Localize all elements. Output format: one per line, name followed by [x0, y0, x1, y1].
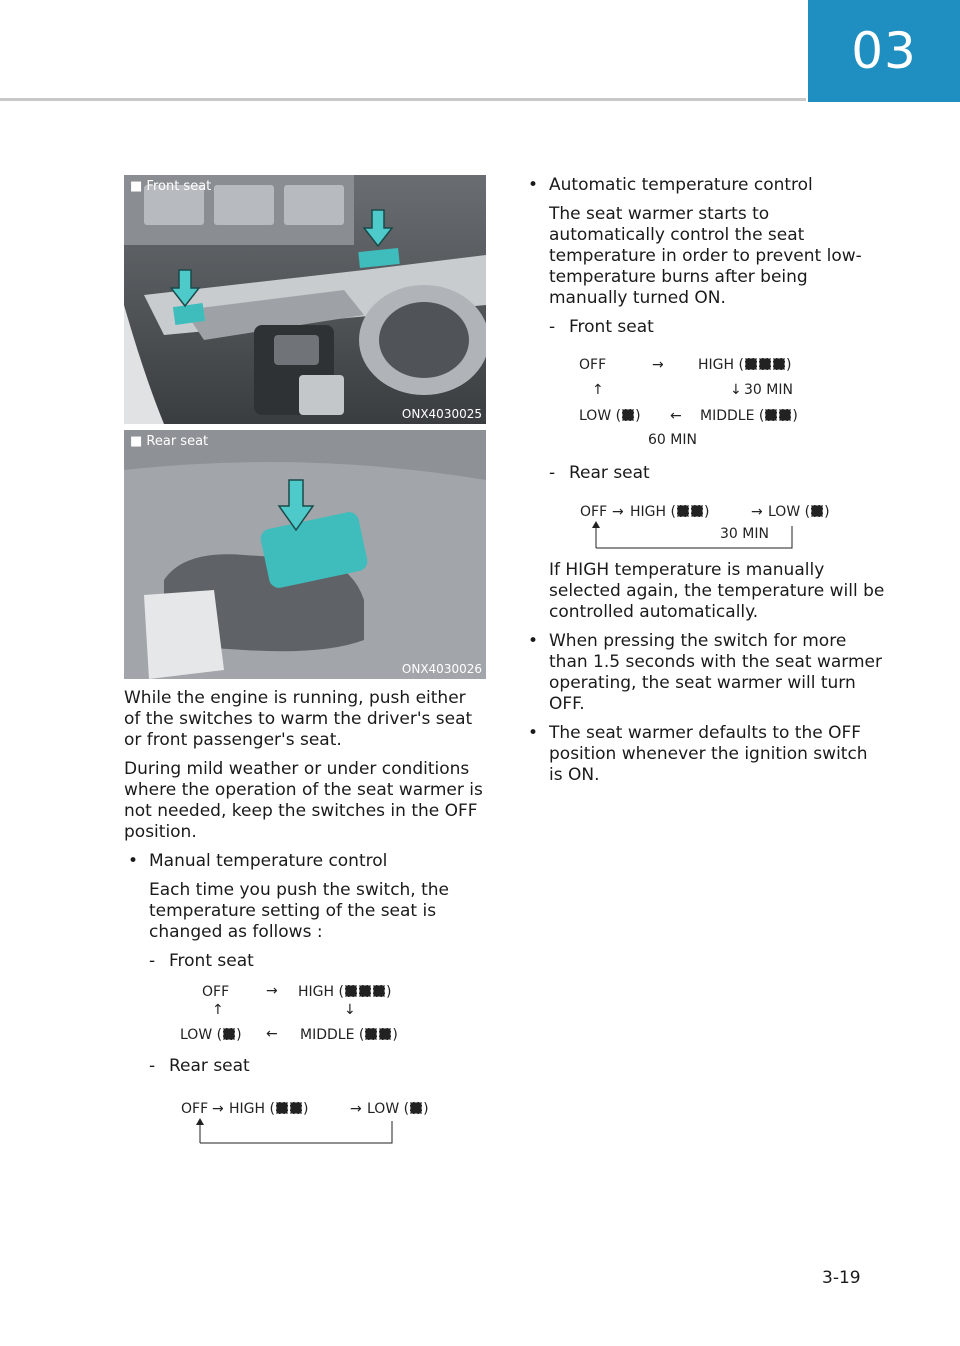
arrow-left-icon: ← — [266, 1026, 278, 1042]
heat-level-icon — [373, 985, 385, 997]
rear-seat-figure — [124, 430, 486, 679]
diag-rear-low: LOW ( ) — [768, 504, 830, 520]
diag-off: OFF — [202, 984, 230, 1000]
heat-level-icon — [779, 409, 791, 421]
diag-high: HIGH ( ) — [298, 984, 392, 1000]
bullet-manual: • Manual temperature control — [124, 851, 486, 872]
diag-rear-high: HIGH ( ) — [630, 504, 710, 520]
left-column-rear — [124, 1056, 486, 1085]
arrow-right-icon: → — [612, 504, 624, 520]
auto-rear-seat-label: - Rear seat — [524, 463, 886, 484]
diag-rear-high: HIGH ( ) — [229, 1101, 309, 1117]
diag-rear-low: LOW ( ) — [367, 1101, 429, 1117]
right-column-rear — [524, 463, 886, 492]
arrow-up-icon: ↑ — [592, 382, 604, 398]
diag-30min: 30 MIN — [744, 382, 793, 398]
diag-60min: 60 MIN — [648, 432, 697, 448]
heat-level-icon — [276, 1102, 288, 1114]
front-seat-figure — [124, 175, 486, 424]
return-loop-line — [588, 520, 798, 550]
front-seat-illustration — [124, 175, 486, 424]
diag-middle: MIDDLE ( ) — [700, 408, 798, 424]
heat-level-icon — [691, 505, 703, 517]
rear-seat-figure-code: ONX4030026 — [401, 662, 482, 676]
paragraph-intro: While the engine is running, push either of the switches to warm the driver's seat or front passenger's seat. — [124, 688, 473, 750]
auto-front-seat-label: - Front seat — [524, 317, 886, 338]
manual-rear-seat-label: - Rear seat — [124, 1056, 486, 1077]
diag-high: HIGH ( ) — [698, 357, 792, 373]
page-number: 3-19 — [822, 1268, 861, 1288]
diag-rear-off: OFF — [181, 1101, 209, 1117]
automatic-description: The seat warmer starts to automatically control the seat temperature in order to prevent low-temperature burns after being manually turned ON. — [549, 204, 862, 308]
arrow-left-icon: ← — [670, 408, 682, 424]
heat-level-icon — [677, 505, 689, 517]
rear-seat-caption: ■ Rear seat — [130, 434, 209, 449]
front-seat-caption: ■ Front seat — [130, 179, 212, 194]
diag-off: OFF — [579, 357, 607, 373]
return-loop-line — [192, 1117, 402, 1145]
rear-seat-illustration — [124, 430, 486, 679]
arrow-down-icon: ↓ — [730, 382, 742, 398]
header-rule — [0, 98, 806, 101]
heat-level-icon — [759, 358, 771, 370]
bullet-default-off: • The seat warmer defaults to the OFF position whenever the ignition switch is ON. — [524, 723, 886, 786]
right-column — [524, 175, 886, 346]
arrow-right-icon: → — [751, 504, 763, 520]
front-seat-figure-code: ONX4030025 — [401, 407, 482, 421]
manual-front-seat-label: - Front seat — [124, 951, 486, 972]
heat-level-icon — [745, 358, 757, 370]
auto-rear-diagram — [524, 504, 886, 550]
paragraph-mild-weather: During mild weather or under conditions where the operation of the seat warmer is not needed, keep the switches in the OFF position. — [124, 759, 483, 842]
arrow-right-icon: → — [212, 1101, 224, 1117]
heat-level-icon — [379, 1028, 391, 1040]
manual-description: Each time you push the switch, the temperature setting of the seat is changed as follows : — [149, 880, 450, 942]
diag-rear-off: OFF — [580, 504, 608, 520]
heat-level-icon — [622, 409, 634, 421]
diag-middle: MIDDLE ( ) — [300, 1027, 398, 1043]
chapter-tab: 03 — [808, 0, 960, 102]
diag-low: LOW ( ) — [180, 1027, 242, 1043]
heat-level-icon — [359, 985, 371, 997]
bullet-automatic: • Automatic temperature control — [524, 175, 886, 196]
paragraph-high-again: If HIGH temperature is manually selected again, the temperature will be controlled automatically. — [549, 560, 885, 622]
heat-level-icon — [290, 1102, 302, 1114]
arrow-right-icon: → — [652, 357, 664, 373]
arrow-right-icon: → — [350, 1101, 362, 1117]
heat-level-icon — [410, 1102, 422, 1114]
heat-level-icon — [345, 985, 357, 997]
arrow-down-icon: ↓ — [344, 1002, 356, 1018]
diag-rear-30min: 30 MIN — [720, 526, 769, 542]
heat-level-icon — [811, 505, 823, 517]
heat-level-icon — [365, 1028, 377, 1040]
left-column — [124, 688, 486, 980]
right-column-bottom — [524, 560, 886, 794]
bullet-long-press: • When pressing the switch for more than 1.5 seconds with the seat warmer operating, the seat warmer will turn OFF. — [524, 631, 886, 715]
arrow-right-icon: → — [266, 983, 278, 999]
manual-front-diagram — [124, 984, 486, 1048]
auto-front-diagram — [524, 357, 886, 453]
diag-low: LOW ( ) — [579, 408, 641, 424]
arrow-up-icon: ↑ — [212, 1002, 224, 1018]
manual-rear-diagram — [124, 1101, 486, 1146]
heat-level-icon — [765, 409, 777, 421]
heat-level-icon — [223, 1028, 235, 1040]
heat-level-icon — [773, 358, 785, 370]
